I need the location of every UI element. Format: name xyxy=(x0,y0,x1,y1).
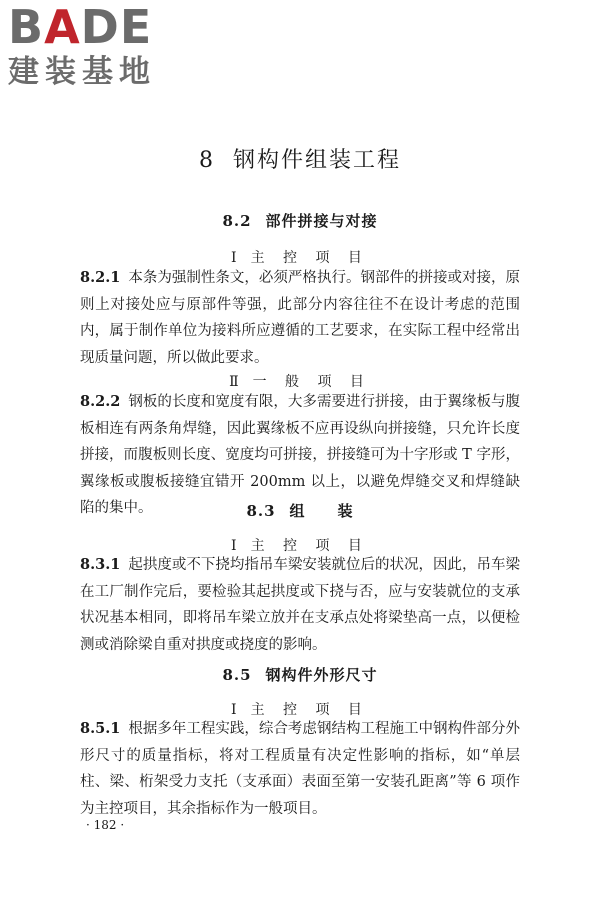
section-8-3-heading xyxy=(0,500,600,521)
section-8-2-heading xyxy=(0,210,600,231)
clause-number: 8.5.1 xyxy=(80,720,121,737)
clause-text: 起拱度或不下挠均指吊车梁安装就位后的状况，因此，吊车梁在工厂制作完后，要检验其起拱度或下挠与否，应与安装就位的支承状况基本相同，即将吊车梁立放并在支承点处将梁垫高一点，以便检测或消除梁自重对拱度或挠度的影响。 xyxy=(80,557,520,653)
logo-letter-b: B xyxy=(8,0,45,54)
bade-logo xyxy=(8,2,183,94)
subheading-main-items xyxy=(0,247,600,267)
clause-text: 钢板的长度和宽度有限，大多需要进行拼接，由于翼缘板与腹板相连有两条角焊缝，因此翼缘板不应再设纵向拼接缝，只允许长度拼接，而腹板则长度、宽度均可拼接，拼接缝可为十字形或 T 字形，翼缘板或腹板接缝宜错开 200mm 以上，以避免焊缝交叉和焊缝缺陷的集中。 xyxy=(80,394,520,516)
section-title: 钢构件外形尺寸 xyxy=(265,666,378,684)
section-8-5-heading xyxy=(0,664,600,685)
clause-8-3-1 xyxy=(80,552,520,658)
page-number: · 182 · xyxy=(86,818,125,832)
clause-text: 根据多年工程实践，综合考虑钢结构工程施工中钢构件部分外形尺寸的质量指标，将对工程质量有决定性影响的指标，如“单层柱、梁、桁架受力支托（支承面）表面至第一安装孔距离”等 6 项作为主控项目，其余指标作为一般项目。 xyxy=(80,721,520,817)
chapter-number: 8 xyxy=(198,148,215,173)
section-number: 8.2 xyxy=(222,212,252,230)
section-title: 组 装 xyxy=(289,502,354,520)
subheading-general-items xyxy=(0,371,600,391)
subheading-title: 主 控 项 目 xyxy=(250,702,369,718)
chapter-title xyxy=(0,143,600,174)
section-title: 部件拼接与对接 xyxy=(265,212,378,230)
subheading-number: Ⅱ xyxy=(229,374,239,390)
clause-number: 8.2.2 xyxy=(80,393,121,410)
subheading-title: 主 控 项 目 xyxy=(250,538,369,554)
logo-brand xyxy=(8,2,183,52)
clause-number: 8.3.1 xyxy=(80,556,121,573)
subheading-title: 主 控 项 目 xyxy=(250,250,369,266)
section-number: 8.5 xyxy=(222,666,252,684)
logo-subtitle: 建装基地 xyxy=(8,54,156,90)
subheading-title: 一 般 项 目 xyxy=(252,374,371,390)
clause-8-5-1 xyxy=(80,716,520,822)
subheading-number: Ⅰ xyxy=(231,702,237,718)
clause-8-2-1 xyxy=(80,265,520,371)
chapter-heading: 钢构件组装工程 xyxy=(232,148,401,173)
clause-text: 本条为强制性条文，必须严格执行。钢部件的拼接或对接，原则上对接处应与原部件等强，此部分内容往往不在设计考虑的范围内，属于制作单位为接料所应遵循的工艺要求，在实际工程中经常出现质量问题，所以做此要求。 xyxy=(80,270,520,366)
subheading-number: Ⅰ xyxy=(231,250,237,266)
clause-number: 8.2.1 xyxy=(80,269,121,286)
section-number: 8.3 xyxy=(246,502,276,520)
subheading-number: Ⅰ xyxy=(231,538,237,554)
logo-letters-de: DE xyxy=(80,0,153,54)
logo-letter-a: A xyxy=(44,0,81,54)
